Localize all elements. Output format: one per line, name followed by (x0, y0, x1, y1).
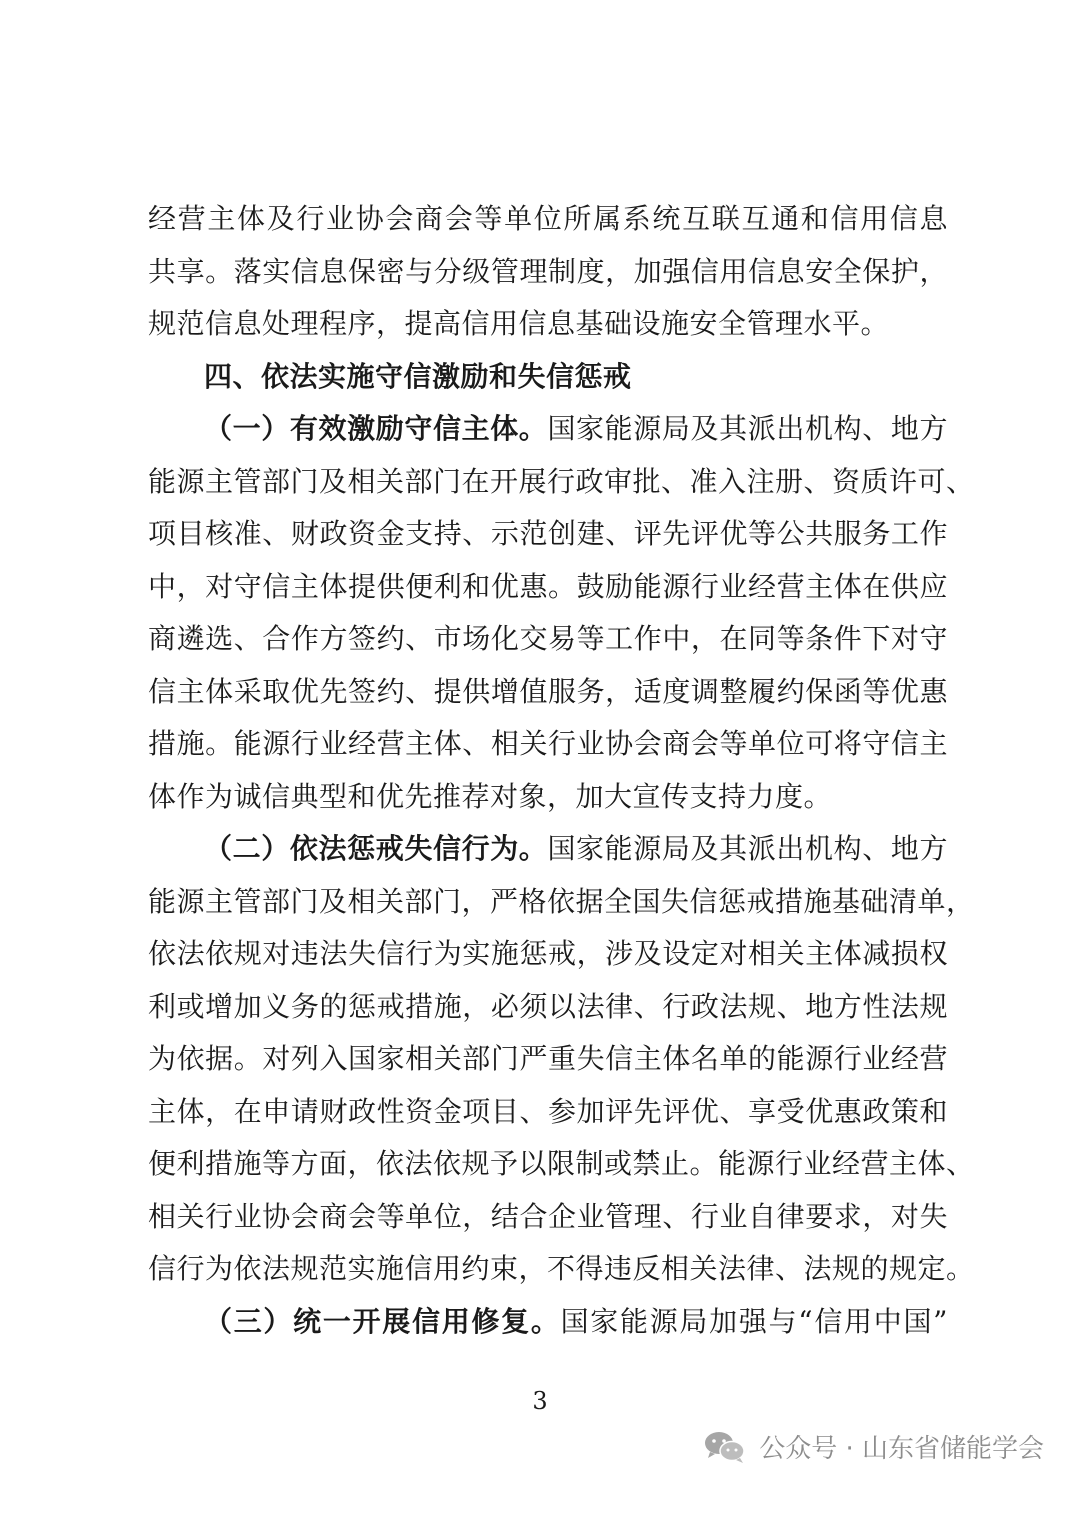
paragraph-lead: （二）依法惩戒失信行为。 (204, 832, 548, 865)
text-line: 便利措施等方面，依法依规予以限制或禁止。能源行业经营主体、 (148, 1147, 975, 1180)
paragraph-text: 国家能源局加强与“信用中国” (560, 1304, 948, 1338)
text-line: 能源主管部门及相关部门，严格依据全国失信惩戒措施基础清单， (148, 884, 975, 918)
text-line: 利或增加义务的惩戒措施，必须以法律、行政法规、地方性法规 (148, 989, 948, 1023)
text-line: 体作为诚信典型和优先推荐对象，加大宣传支持力度。 (148, 779, 833, 813)
text-line: 依法依规对违法失信行为实施惩戒，涉及设定对相关主体减损权 (148, 937, 948, 970)
watermark-text: 公众号 · 山东省储能学会 (759, 1434, 1044, 1464)
wechat-icon (703, 1429, 747, 1465)
paragraph-first-line (148, 1296, 948, 1349)
text-line: 中，对守信主体提供便利和优惠。鼓励能源行业经营主体在供应 (148, 569, 948, 603)
text-line: 措施。能源行业经营主体、相关行业协会商会等单位可将守信主 (148, 727, 948, 760)
paragraph-text: 国家能源局及其派出机构、地方 (547, 832, 948, 865)
text-line: 共享。落实信息保密与分级管理制度，加强信用信息安全保护， (148, 254, 948, 288)
paragraph-text: 国家能源局及其派出机构、地方 (547, 412, 948, 445)
text-line: 信行为依法规范实施信用约束，不得违反相关法律、法规的规定。 (148, 1252, 975, 1285)
paragraph-lead: （三）统一开展信用修复。 (204, 1304, 561, 1338)
text-line: 规范信息处理程序，提高信用信息基础设施安全管理水平。 (148, 307, 890, 340)
text-line: 主体，在申请财政性资金项目、参加评先评优、享受优惠政策和 (148, 1094, 948, 1128)
watermark (703, 1428, 1044, 1465)
text-line: 为依据。对列入国家相关部门严重失信主体名单的能源行业经营 (148, 1042, 948, 1075)
paragraph-first-line (148, 823, 948, 876)
text-line: 经营主体及行业协会商会等单位所属系统互联互通和信用信息 (148, 202, 948, 235)
paragraph-lead: （一）有效激励守信主体。 (204, 412, 548, 445)
paragraph-first-line (148, 403, 948, 456)
text-line: 项目核准、财政资金支持、示范创建、评先评优等公共服务工作 (148, 517, 948, 550)
text-line: 信主体采取优先签约、提供增值服务，适度调整履约保函等优惠 (148, 674, 948, 708)
text-line: 相关行业协会商会等单位，结合企业管理、行业自律要求，对失 (148, 1199, 948, 1233)
section-heading: 四、依法实施守信激励和失信惩戒 (204, 359, 632, 393)
text-line: 商遴选、合作方签约、市场化交易等工作中，在同等条件下对守 (148, 622, 948, 655)
text-line: 能源主管部门及相关部门在开展行政审批、准入注册、资质许可、 (148, 464, 975, 498)
document-body (148, 193, 975, 1348)
page-number: 3 (532, 1387, 548, 1415)
